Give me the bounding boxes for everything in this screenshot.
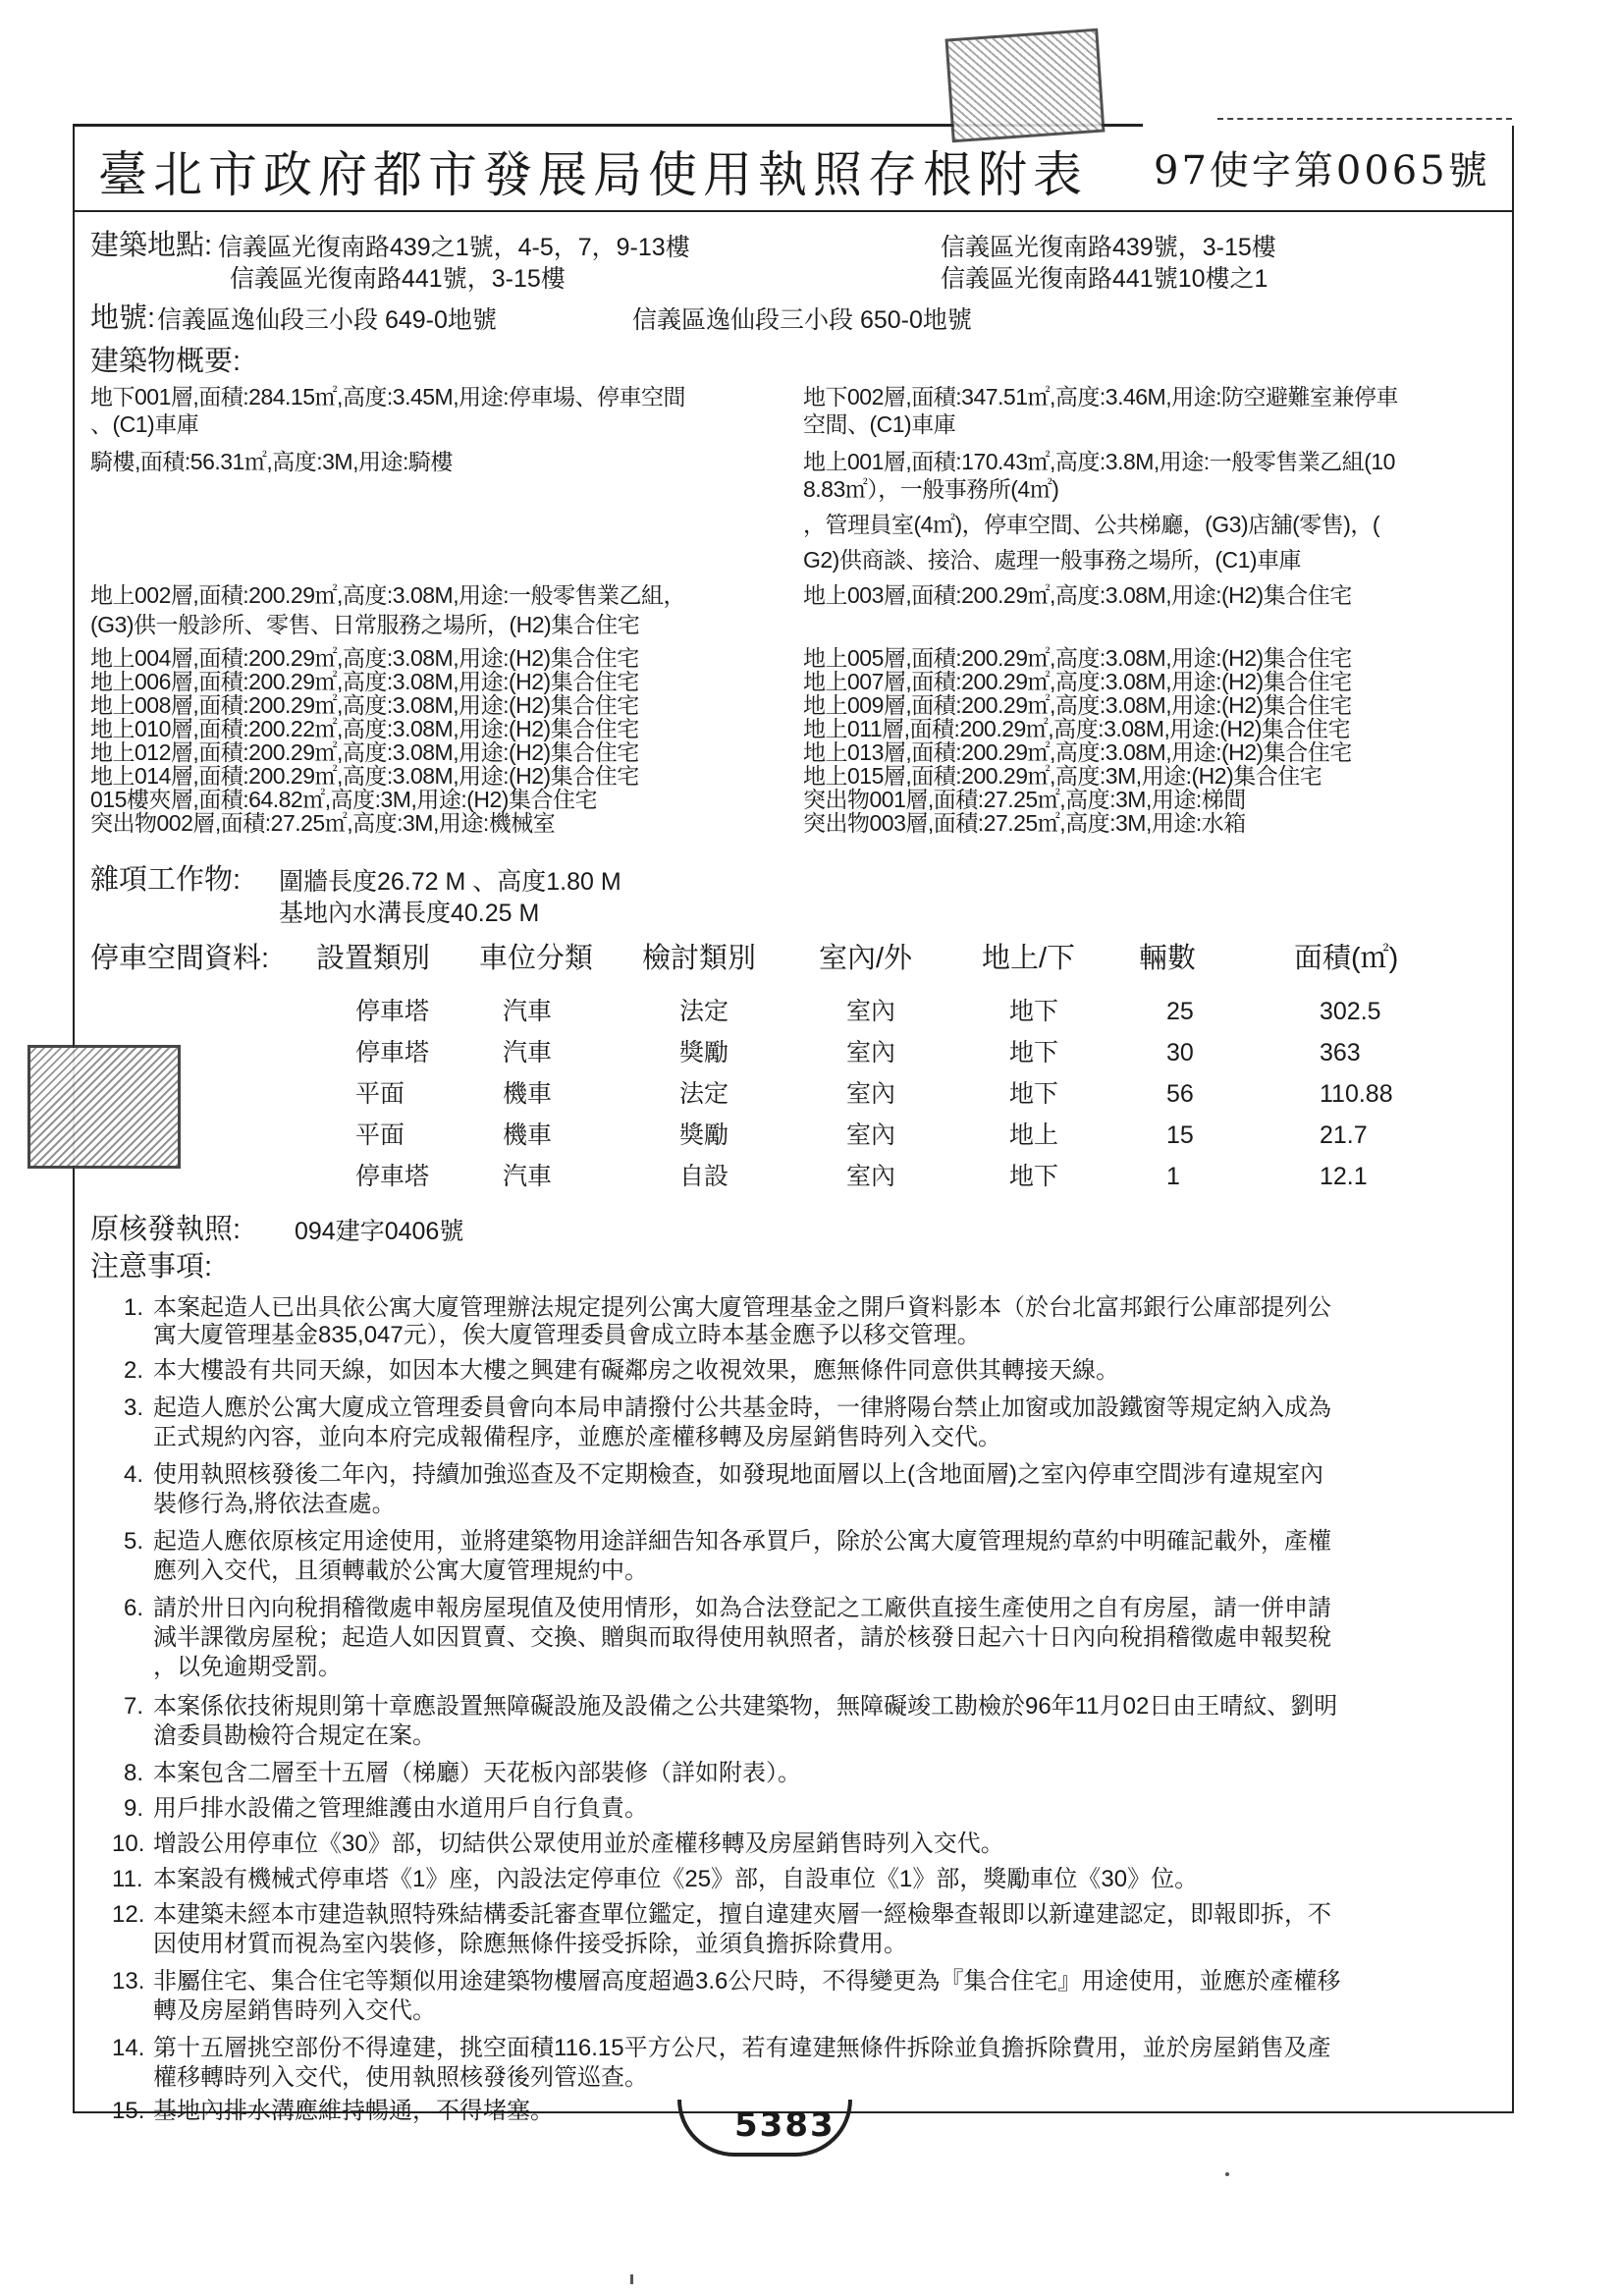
note-number: 3. [124,1394,144,1421]
parking-cell: 自設 [679,1163,729,1190]
note-number: 8. [124,1760,144,1786]
lot-value-1: 信義區逸仙段三小段 649-0地號 [157,306,497,334]
parking-header-level: 地上/下 [982,943,1076,974]
note-number: 9. [124,1795,144,1822]
parking-cell: 法定 [679,1080,729,1108]
parking-cell: 獎勵 [679,1121,729,1149]
misc-line2: 基地內水溝長度40.25 M [279,900,540,927]
floor-left-5: 地上014層,面積:200.29㎡,高度:3.08M,用途:(H2)集合住宅 [90,763,639,789]
seal-number: 5383 [734,2105,836,2145]
parking-cell: 地上 [1009,1121,1059,1149]
floor-right-1: 地上007層,面積:200.29㎡,高度:3.08M,用途:(H2)集合住宅 [803,669,1352,694]
parking-header-indoor: 室內/外 [819,943,913,974]
note-text: 本案係依技術規則第十章應設置無障礙設施及設備之公共建築物，無障礙竣工勘檢於96年11月02日由王晴紋、劉明 [153,1693,1338,1720]
note-number: 10. [112,1831,145,1857]
parking-cell: 平面 [355,1121,405,1149]
note-number: 14. [112,2035,145,2061]
parking-cell: 地下 [1009,1163,1059,1190]
floor1-line4: G2)供商談、接洽、處理一般事務之場所，(C1)車庫 [803,547,1302,573]
note-text: 基地內排水溝應維持暢通，不得堵塞。 [153,2098,554,2124]
original-license-value: 094建字0406號 [295,1218,464,1245]
official-stamp-side [27,1045,181,1169]
basement1-line1: 地下001層,面積:284.15㎡,高度:3.45M,用途:停車場、停車空間 [90,384,685,410]
parking-cell: 汽車 [503,998,553,1025]
address-line2-right: 信義區光復南路441號10樓之1 [941,265,1268,293]
note-text: 起造人應於公寓大廈成立管理委員會向本局申請撥付公共基金時，一律將陽台禁止加窗或加設鐵窗等規定納入成為 [153,1394,1331,1421]
note-text: 權移轉時列入交代，使用執照核發後列管巡查。 [153,2064,648,2091]
note-text: 本案設有機械式停車塔《1》座，內設法定停車位《25》部，自設車位《1》部，獎勵車位《30》位。 [153,1866,1199,1892]
parking-cell: 21.7 [1320,1121,1368,1149]
arcade-line: 騎樓,面積:56.31㎡,高度:3M,用途:騎樓 [90,449,453,474]
parking-cell: 1 [1166,1163,1180,1190]
floor1-line1: 地上001層,面積:170.43㎡,高度:3.8M,用途:一般零售業乙組(10 [803,449,1395,474]
floor3-line: 地上003層,面積:200.29㎡,高度:3.08M,用途:(H2)集合住宅 [803,582,1352,608]
floor-left-4: 地上012層,面積:200.29㎡,高度:3.08M,用途:(H2)集合住宅 [90,739,639,765]
floor1-line2: 8.83㎡），一般事務所(4㎡) [803,476,1059,502]
address-line2-left: 信義區光復南路441號，3-15樓 [230,265,566,293]
parking-cell: 汽車 [503,1039,553,1066]
parking-cell: 302.5 [1320,998,1381,1025]
floor-right-6: 突出物001層,面積:27.25㎡,高度:3M,用途:梯間 [803,787,1246,812]
note-text: 轉及房屋銷售時列入交代。 [153,1997,436,2024]
misc-line1: 圍牆長度26.72 M 、高度1.80 M [279,868,621,896]
misc-label: 雜項工作物: [90,864,242,896]
parking-header-review: 檢討類別 [642,943,757,974]
note-text: ，以免逾期受罰。 [153,1654,342,1680]
note-number: 7. [124,1693,144,1720]
basement2-line1: 地下002層,面積:347.51㎡,高度:3.46M,用途:防空避難室兼停車 [803,384,1398,410]
floor-right-3: 地上011層,面積:200.29㎡,高度:3.08M,用途:(H2)集合住宅 [803,716,1350,741]
floor1-line3: ，管理員室(4㎡)，停車空間、公共梯廳，(G3)店舖(零售)，( [803,512,1380,537]
note-number: 2. [124,1357,144,1384]
note-number: 4. [124,1461,144,1488]
parking-cell: 室內 [846,1121,896,1149]
note-text: 滄委員勘檢符合規定在案。 [153,1722,436,1749]
note-text: 第十五層挑空部份不得違建，挑空面積116.15平方公尺，若有違建無條件拆除並負擔拆除費用，並於房屋銷售及產 [153,2035,1331,2061]
note-number: 15. [112,2098,145,2124]
lot-value-2: 信義區逸仙段三小段 650-0地號 [632,306,972,334]
note-text: 非屬住宅、集合住宅等類似用途建築物樓層高度超過3.6公尺時，不得變更為『集合住宅』用途使用，並應於產權移 [153,1968,1341,1995]
note-text: 請於卅日內向稅捐稽徵處申報房屋現值及使用情形，如為合法登記之工廠供直接生產使用之自有房屋，請一併申請 [153,1595,1331,1621]
permit-number: 97使字第0065號 [1154,148,1490,193]
note-text: 裝修行為,將依法查處。 [153,1491,396,1517]
note-text: 本案起造人已出具依公寓大廈管理辦法規定提列公寓大廈管理基金之開戶資料影本（於台北富邦銀行公庫部提列公 [153,1294,1331,1321]
floor-left-3: 地上010層,面積:200.22㎡,高度:3.08M,用途:(H2)集合住宅 [90,716,639,741]
parking-cell: 地下 [1009,1039,1059,1066]
note-text: 減半課徵房屋稅；起造人如因買賣、交換、贈與而取得使用執照者，請於核發日起六十日內向稅捐稽徵處申報契稅 [153,1624,1331,1651]
floor-right-2: 地上009層,面積:200.29㎡,高度:3.08M,用途:(H2)集合住宅 [803,692,1352,718]
floor-right-0: 地上005層,面積:200.29㎡,高度:3.08M,用途:(H2)集合住宅 [803,645,1352,671]
note-text: 使用執照核發後二年內，持續加強巡查及不定期檢查，如發現地面層以上(含地面層)之室內停車空間涉有違規室內 [153,1461,1323,1488]
parking-cell: 15 [1166,1121,1194,1149]
scan-mark [1225,2172,1229,2176]
note-number: 13. [112,1968,145,1995]
parking-cell: 機車 [503,1080,553,1108]
address-line1-left: 信義區光復南路439之1號，4-5，7，9-13樓 [218,234,690,261]
top-rule-dashed [1217,118,1512,120]
parking-cell: 平面 [355,1080,405,1108]
original-license-label: 原核發執照: [90,1214,242,1245]
note-text: 正式規約內容，並向本府完成報備程序，並應於產權移轉及房屋銷售時列入交代。 [153,1424,1001,1450]
note-number: 5. [124,1528,144,1555]
parking-cell: 法定 [679,998,729,1025]
parking-cell: 室內 [846,1039,896,1066]
parking-cell: 地下 [1009,998,1059,1025]
note-text: 本大樓設有共同天線，如因本大樓之興建有礙鄰房之收視效果，應無條件同意供其轉接天線。 [153,1357,1119,1384]
parking-label: 停車空間資料: [90,943,270,974]
floor-right-5: 地上015層,面積:200.29㎡,高度:3M,用途:(H2)集合住宅 [803,763,1322,789]
floor-left-7: 突出物002層,面積:27.25㎡,高度:3M,用途:機械室 [90,810,556,836]
parking-cell: 363 [1320,1039,1361,1066]
parking-cell: 機車 [503,1121,553,1149]
parking-header-type: 設置類別 [316,943,431,974]
lot-label: 地號: [90,302,156,334]
parking-header-count: 輛數 [1139,943,1197,974]
note-number: 6. [124,1595,144,1621]
note-text: 增設公用停車位《30》部，切結供公眾使用並於產權移轉及房屋銷售時列入交代。 [153,1831,1004,1857]
overview-label: 建築物概要: [90,346,242,377]
note-text: 因使用材質而視為室內裝修，除應無條件接受拆除，並須負擔拆除費用。 [153,1931,907,1957]
floor-right-7: 突出物003層,面積:27.25㎡,高度:3M,用途:水箱 [803,810,1246,836]
official-stamp-top [944,28,1105,143]
note-text: 本案包含二層至十五層（梯廳）天花板內部裝修（詳如附表）。 [153,1760,801,1786]
floor-left-0: 地上004層,面積:200.29㎡,高度:3.08M,用途:(H2)集合住宅 [90,645,639,671]
floor-right-4: 地上013層,面積:200.29㎡,高度:3.08M,用途:(H2)集合住宅 [803,739,1352,765]
parking-cell: 汽車 [503,1163,553,1190]
note-number: 1. [124,1294,144,1321]
page-title: 臺北市政府都市發展局使用執照存根附表 [98,146,1088,203]
parking-cell: 獎勵 [679,1039,729,1066]
scan-mark [630,2274,633,2284]
parking-cell: 25 [1166,998,1194,1025]
floor-left-2: 地上008層,面積:200.29㎡,高度:3.08M,用途:(H2)集合住宅 [90,692,639,718]
note-text: 寓大廈管理基金835,047元），俟大廈管理委員會成立時本基金應予以移交管理。 [153,1322,981,1348]
parking-cell: 停車塔 [355,1039,430,1066]
parking-cell: 12.1 [1320,1163,1368,1190]
floor2-line1: 地上002層,面積:200.29㎡,高度:3.08M,用途:一般零售業乙組， [90,582,685,608]
floor-left-1: 地上006層,面積:200.29㎡,高度:3.08M,用途:(H2)集合住宅 [90,669,639,694]
parking-cell: 56 [1166,1080,1194,1108]
parking-cell: 室內 [846,998,896,1025]
parking-cell: 停車塔 [355,1163,430,1190]
parking-cell: 室內 [846,1080,896,1108]
note-number: 12. [112,1901,145,1928]
parking-cell: 停車塔 [355,998,430,1025]
note-text: 應列入交代，且須轉載於公寓大廈管理規約中。 [153,1558,648,1584]
parking-cell: 30 [1166,1039,1194,1066]
address-label: 建築地點: [90,230,213,261]
parking-header-area: 面積(㎡) [1294,943,1399,974]
floor2-line2: (G3)供一般診所、零售、日常服務之場所，(H2)集合住宅 [90,612,640,637]
note-text: 用戶排水設備之管理維護由水道用戶自行負責。 [153,1795,648,1822]
basement2-line2: 空間、(C1)車庫 [803,411,956,437]
parking-header-class: 車位分類 [479,943,594,974]
title-divider [73,210,1512,212]
notes-label: 注意事項: [90,1251,213,1283]
address-line1-right: 信義區光復南路439號，3-15樓 [941,234,1276,261]
parking-cell: 地下 [1009,1080,1059,1108]
note-text: 起造人應依原核定用途使用，並將建築物用途詳細告知各承買戶，除於公寓大廈管理規約草約中明確記載外，產權 [153,1528,1331,1555]
note-text: 本建築未經本市建造執照特殊結構委託審查單位鑑定，擅自違建夾層一經檢舉查報即以新違建認定，即報即拆，不 [153,1901,1331,1928]
note-number: 11. [112,1866,143,1892]
parking-cell: 110.88 [1320,1080,1393,1108]
basement1-line2: 、(C1)車庫 [90,411,199,437]
floor-left-6: 015樓夾層,面積:64.82㎡,高度:3M,用途:(H2)集合住宅 [90,787,597,812]
parking-cell: 室內 [846,1163,896,1190]
